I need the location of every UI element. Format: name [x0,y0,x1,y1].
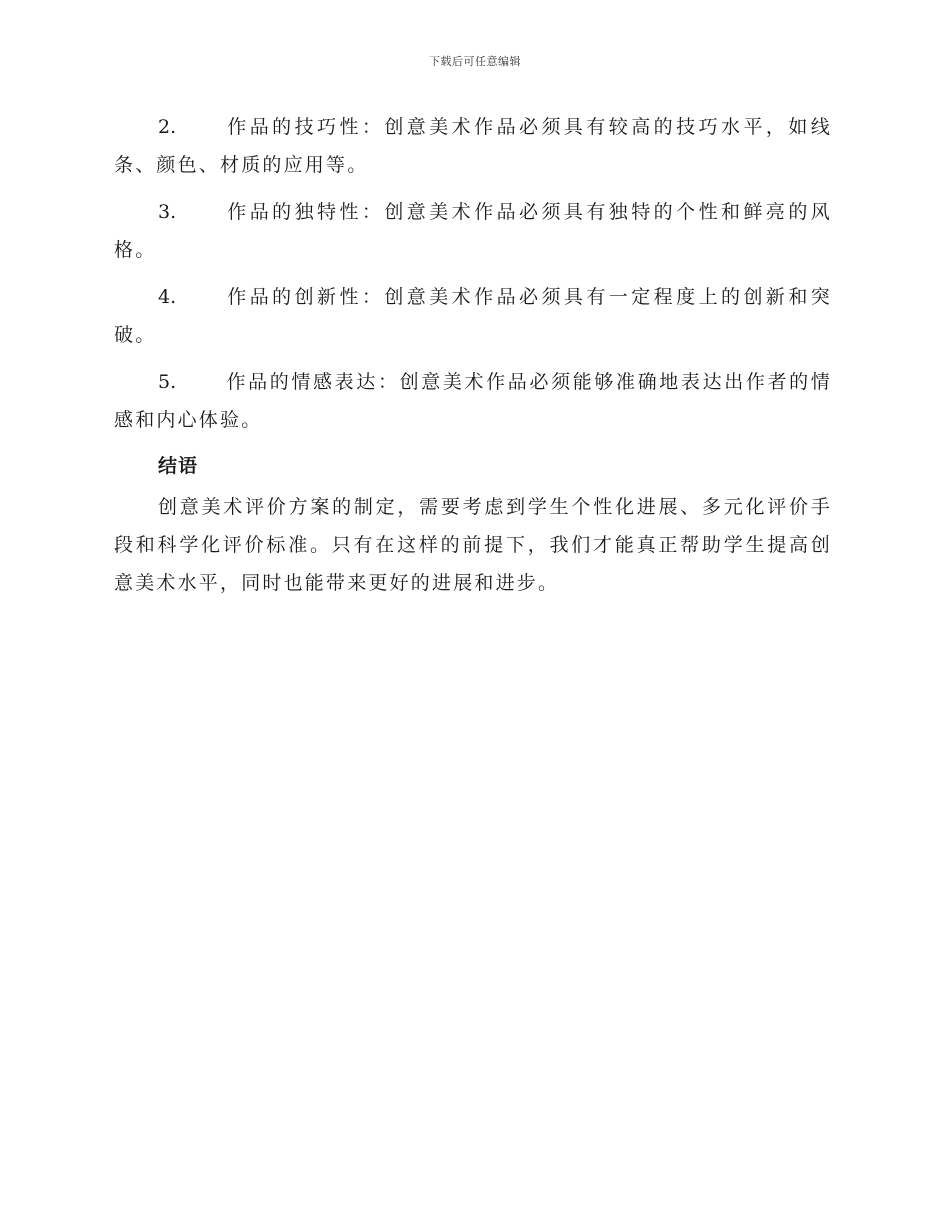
list-item-number: 2. [158,116,177,138]
conclusion-paragraph: 创意美术评价方案的制定，需要考虑到学生个性化进展、多元化评价手段和科学化评价标准。只有在这样的前提下，我们才能真正帮助学生提高创意美术水平，同时也能带来更好的进展和进步。 [114,496,832,594]
list-item [114,363,832,439]
list-item-text: 作品的技巧性：创意美术作品必须具有较高的技巧水平，如线条、颜色、材质的应用等。 [114,116,832,176]
list-item-number: 4. [158,286,177,308]
list-item [114,278,832,354]
list-item-text: 作品的情感表达：创意美术作品必须能够准确地表达出作者的情感和内心体验。 [114,371,832,431]
list-item-number: 5. [158,371,177,393]
list-item [114,193,832,269]
conclusion-heading: 结语 [158,455,199,477]
document-body [114,108,832,602]
list-item-text: 作品的独特性：创意美术作品必须具有独特的个性和鲜亮的风格。 [114,201,832,261]
list-item-text: 作品的创新性：创意美术作品必须具有一定程度上的创新和突破。 [114,286,832,346]
header-note: 下载后可任意编辑 [429,55,521,68]
list-item [114,108,832,184]
list-item-number: 3. [158,201,177,223]
